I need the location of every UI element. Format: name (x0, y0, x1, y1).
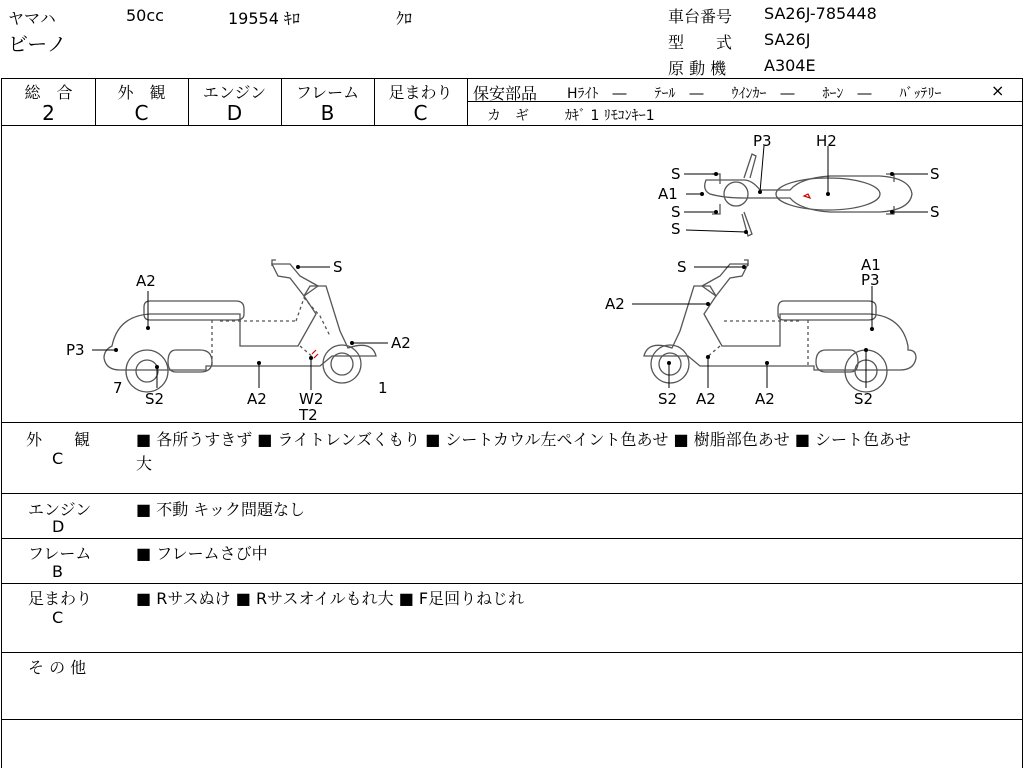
left-label-s-mirror: S (333, 258, 343, 276)
note-suspension-grade: C (52, 608, 64, 627)
note-frame-label: フレーム (28, 544, 92, 563)
safety-label: 保安部品 (473, 84, 538, 103)
scooter-damage-diagram (0, 126, 1024, 422)
right-label-a2-front-lower: A2 (696, 390, 716, 408)
top-label-h2: H2 (816, 132, 837, 150)
left-label-1: 1 (378, 379, 388, 397)
left-label-a2-floor: A2 (247, 390, 267, 408)
top-label-s-right-rear: S (930, 165, 940, 183)
right-label-a2-front: A2 (605, 295, 625, 313)
frame-number-label: 車台番号 (668, 7, 733, 26)
left-label-s2: S2 (145, 390, 165, 408)
note-suspension-text: ■ Rサスぬけ ■ Rサスオイルもれ大 ■ F足回りねじれ (136, 589, 525, 608)
right-label-a2-floor: A2 (755, 390, 775, 408)
grade-engine-value: D (226, 101, 243, 125)
grade-exterior-label: 外 観 (117, 83, 166, 102)
grade-exterior-value: C (134, 101, 149, 125)
grade-engine-label: エンジン (202, 83, 267, 102)
right-label-s-mirror: S (677, 258, 687, 276)
top-label-s-handle: S (671, 220, 681, 238)
top-label-s-right-rear-2: S (930, 203, 940, 221)
right-label-s2-front: S2 (658, 390, 678, 408)
right-label-a1: A1 (861, 256, 881, 274)
model-name: ビーノ (8, 32, 67, 56)
left-label-p3: P3 (66, 341, 85, 359)
key-value: ｶｷﾞ 1 ﾘﾓｺﾝｷｰ1 (565, 108, 655, 124)
maker: ヤマハ (8, 9, 56, 28)
note-suspension-label: 足まわり (28, 589, 93, 608)
top-label-s-left-front-2: S (671, 203, 681, 221)
frame-number-value: SA26J-785448 (764, 4, 877, 23)
note-frame-grade: B (52, 562, 63, 581)
model-type-value: SA26J (764, 30, 811, 49)
left-label-7: 7 (113, 379, 123, 397)
note-engine-text: ■ 不動 キック問題なし (136, 500, 305, 519)
top-label-p3: P3 (753, 132, 772, 150)
engine-label: 原 動 機 (668, 59, 727, 78)
color: ｸﾛ (396, 9, 413, 28)
note-frame-text: ■ フレームさび中 (136, 544, 268, 563)
top-label-a1: A1 (658, 185, 678, 203)
grade-suspension-label: 足まわり (388, 83, 453, 102)
note-engine-label: エンジン (28, 500, 92, 519)
left-label-t2: T2 (299, 406, 318, 422)
battery-mark: × (991, 81, 1005, 100)
note-exterior-text-2: 大 (136, 454, 153, 473)
top-label-s-left-front: S (671, 165, 681, 183)
grade-frame-label: フレーム (295, 83, 360, 102)
left-label-a2-seat: A2 (136, 272, 156, 290)
grade-frame-value: B (320, 101, 335, 125)
left-label-a2-front: A2 (391, 334, 411, 352)
engine-value: A304E (764, 56, 816, 75)
grade-suspension-value: C (413, 101, 428, 125)
displacement: 50cc (126, 6, 164, 25)
safety-items: Hﾗｲﾄ ― ﾃｰﾙ ― ｳｲﾝｶｰ ― ﾎｰﾝ ― ﾊﾞｯﾃﾘｰ (567, 86, 942, 102)
grade-overall-label: 総 合 (24, 83, 73, 102)
note-exterior-text: ■ 各所うすきず ■ ライトレンズくもり ■ シートカウル左ペイント色あせ ■ 樹脂部色あせ ■ シート色あせ (136, 430, 912, 449)
grade-overall-value: 2 (42, 101, 55, 125)
mileage: 19554 ｷﾛ (228, 9, 300, 28)
note-other-label: そ の 他 (28, 658, 87, 677)
right-label-s2-rear: S2 (854, 390, 874, 408)
key-label: カ ギ (487, 108, 529, 124)
model-type-label: 型 式 (668, 33, 733, 52)
note-exterior-grade: C (52, 449, 64, 468)
left-label-w2: W2 (299, 390, 324, 408)
right-label-p3: P3 (861, 271, 880, 289)
note-exterior-label: 外 観 (26, 430, 91, 449)
note-engine-grade: D (52, 517, 65, 536)
